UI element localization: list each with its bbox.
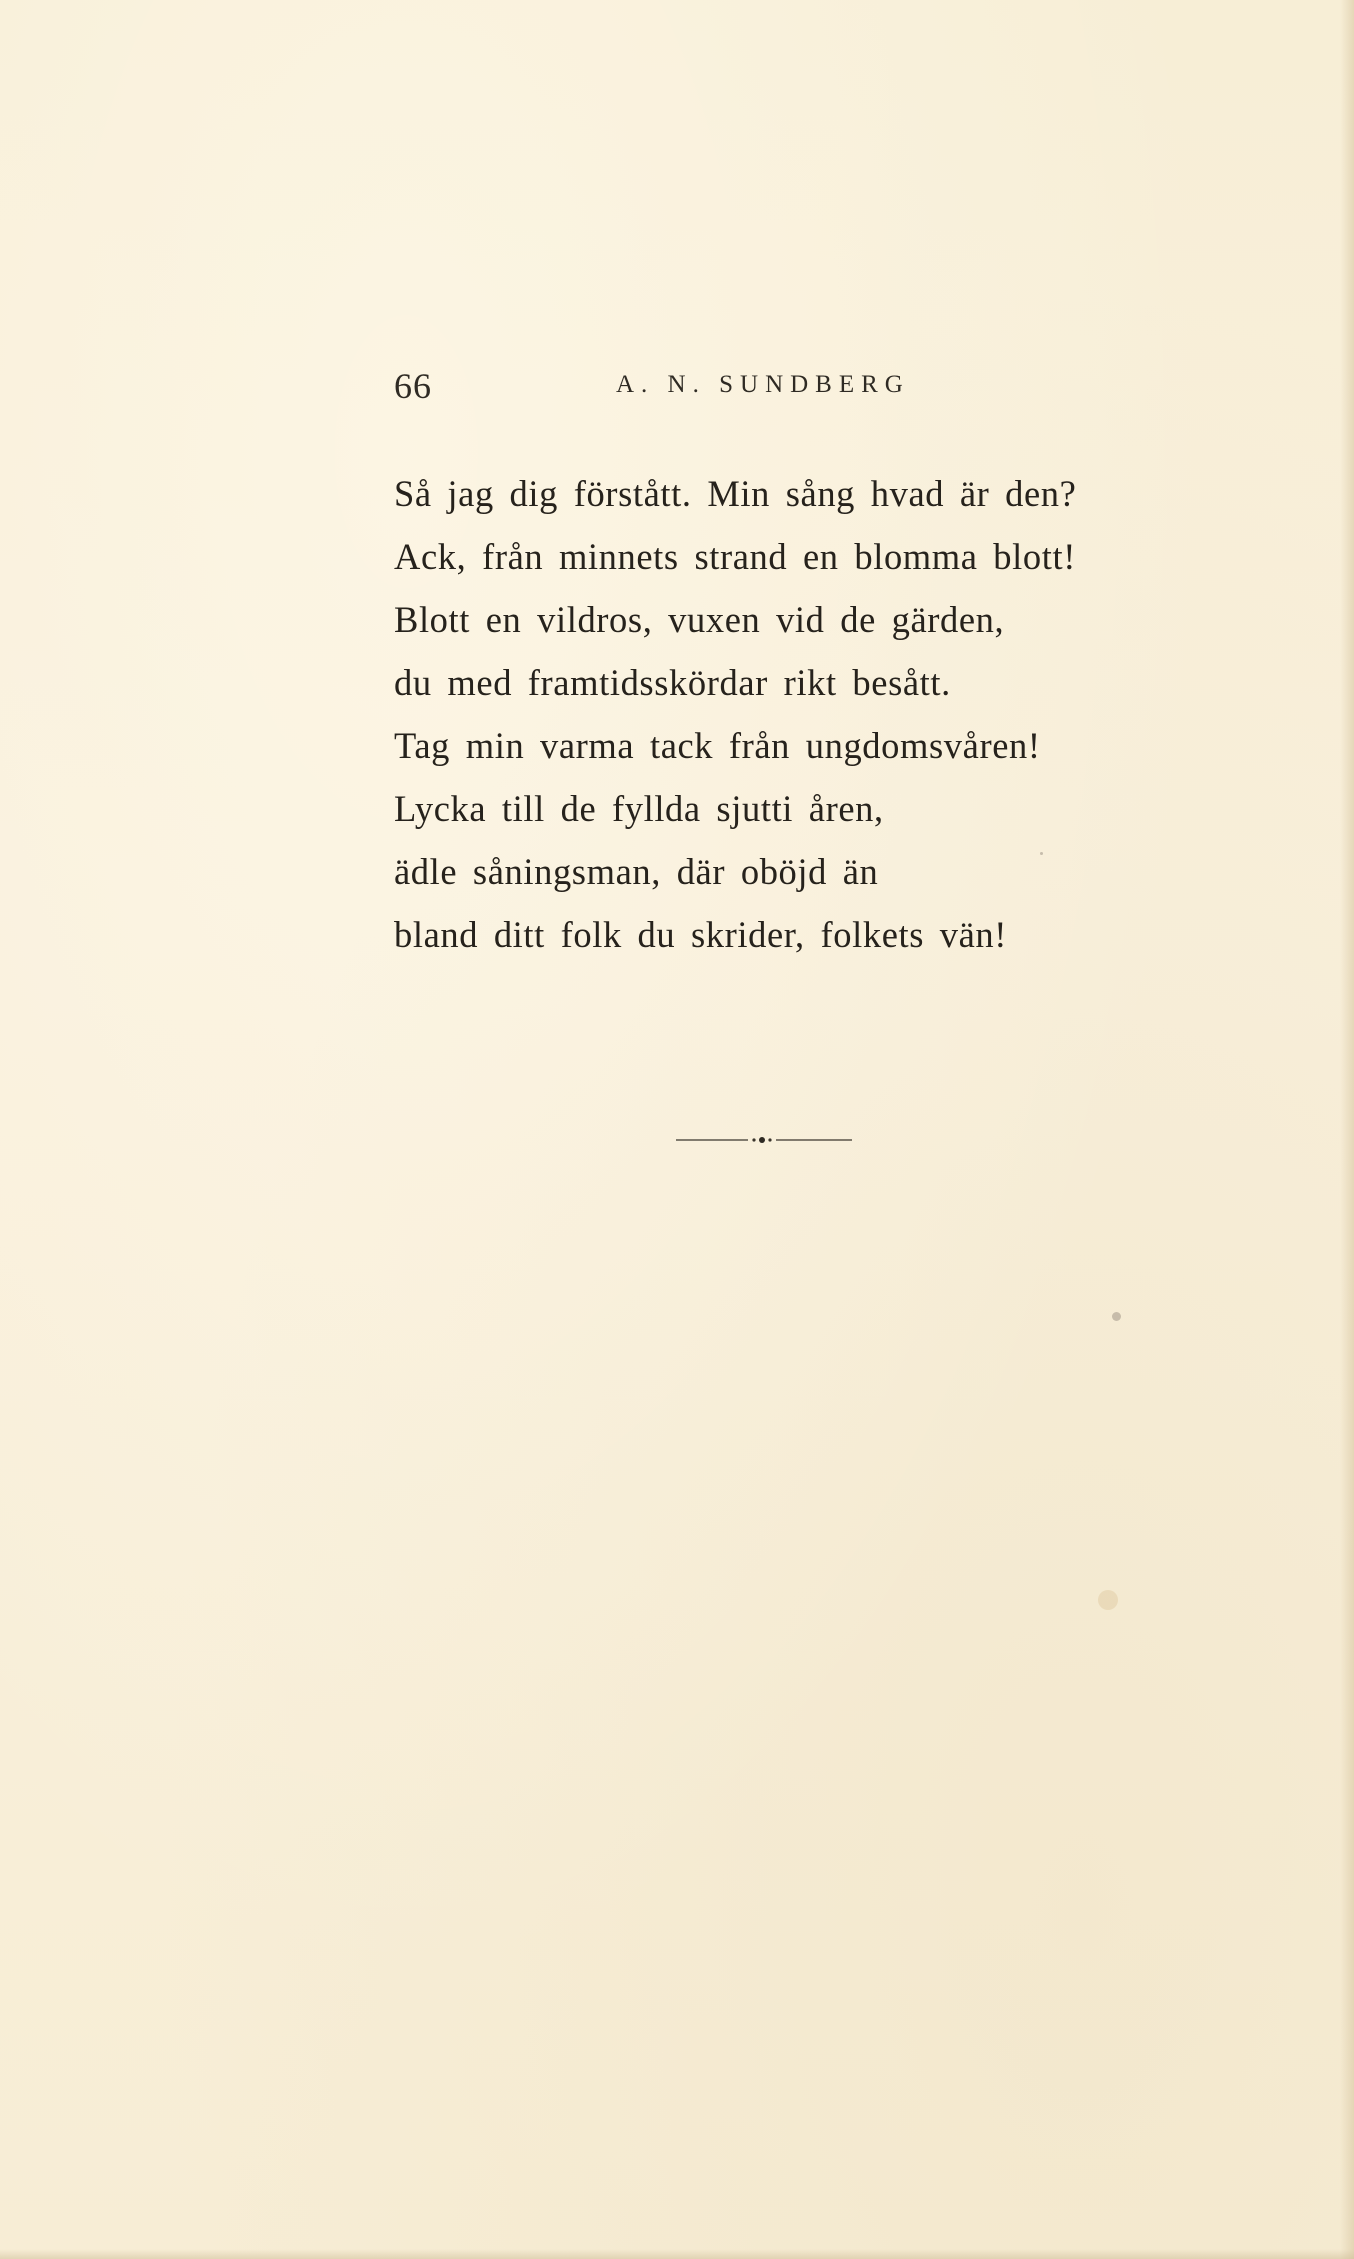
page-number: 66 bbox=[394, 366, 432, 406]
paper-spot bbox=[1098, 1590, 1118, 1610]
poem-line: bland ditt folk du skrider, folkets vän! bbox=[394, 914, 1008, 955]
poem-line: Lycka till de fyllda sjutti åren, bbox=[394, 788, 884, 829]
ornament-dot-small-left bbox=[752, 1138, 755, 1141]
poem-line: Så jag dig förstått. Min sång hvad är den? bbox=[394, 473, 1077, 514]
poem-line: Tag min varma tack från ungdomsvåren! bbox=[394, 725, 1041, 766]
page-bottom-shadow bbox=[0, 2249, 1354, 2259]
poem-line: ädle såningsman, där oböjd än bbox=[394, 851, 879, 892]
page-header bbox=[394, 365, 994, 415]
poem-stanza bbox=[394, 462, 1154, 966]
ornament-dot-center bbox=[759, 1137, 765, 1143]
poem-line: Blott en vildros, vuxen vid de gärden, bbox=[394, 599, 1005, 640]
running-head: A. N. SUNDBERG bbox=[616, 371, 910, 398]
page-edge-shadow bbox=[1340, 0, 1354, 2259]
poem-line: Ack, från minnets strand en blomma blott! bbox=[394, 536, 1076, 577]
paper-spot bbox=[1112, 1312, 1121, 1321]
poem-line: du med framtidsskördar rikt besått. bbox=[394, 662, 951, 703]
ornament-dot-small-right bbox=[768, 1138, 771, 1141]
section-end-ornament bbox=[676, 1135, 852, 1145]
